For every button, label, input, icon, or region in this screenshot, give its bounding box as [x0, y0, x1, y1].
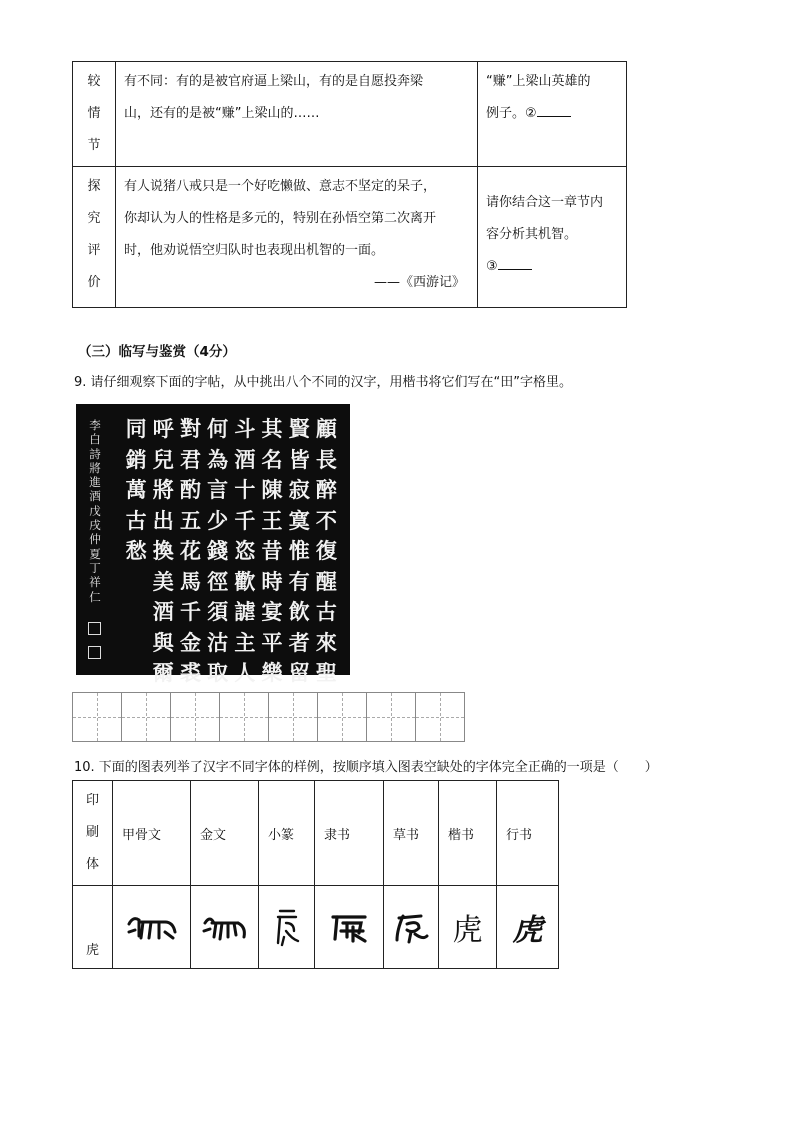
calligraphy-char: 何: [207, 416, 229, 441]
table-header-row: [73, 781, 559, 886]
row-label-char: 评: [87, 243, 101, 258]
calligraphy-char: 名: [261, 446, 283, 472]
running-tiger-glyph-icon: 虎: [512, 913, 543, 948]
calligraphy-char: 長: [315, 446, 337, 472]
column-header: 金文: [191, 781, 259, 886]
calligraphy-char: 裘: [179, 660, 201, 685]
header-label-char: 刷: [85, 825, 99, 840]
calligraphy-char: 同: [125, 416, 147, 441]
calligraphy-char: 醉: [315, 477, 337, 502]
calligraphy-char: 銷: [125, 446, 147, 472]
content-line: 山，还有的是被“赚”上梁山的……: [124, 106, 320, 121]
clerical-tiger-glyph-icon: [315, 886, 383, 968]
calligraphy-char: 酒: [234, 446, 256, 472]
calligraphy-char: 錢: [207, 538, 229, 563]
tian-character-grid: [72, 692, 465, 742]
signature-char: 酒: [89, 489, 101, 504]
signature-char: 詩: [89, 446, 101, 461]
calligraphy-char: 王: [261, 507, 283, 533]
signature-char: 夏: [89, 546, 101, 561]
calligraphy-column: [150, 414, 177, 689]
calligraphy-char: 復: [315, 538, 337, 563]
row-label-char: 究: [87, 211, 101, 226]
calligraphy-column: [258, 414, 285, 689]
row-label-char: 价: [87, 275, 101, 290]
calligraphy-char: 為: [207, 446, 229, 472]
content-line: 时，他劝说悟空归队时也表现出机智的一面。: [124, 243, 385, 258]
calligraphy-char: 人: [234, 660, 256, 685]
question-9-prompt: 9. 请仔细观察下面的字帖，从中挑出八个不同的汉字，用楷书将它们写在“田”字格里。: [74, 375, 573, 390]
cursive-script-sample: [384, 886, 439, 969]
calligraphy-char: 兒: [152, 446, 174, 472]
table-row: [73, 62, 627, 167]
seal-stamp-icon: [88, 646, 101, 659]
header-label-char: 印: [85, 793, 99, 808]
calligraphy-char: 者: [288, 629, 310, 655]
calligraphy-char: 聖: [315, 660, 337, 685]
calligraphy-char: 不: [315, 507, 337, 533]
header-label-cell: [73, 781, 113, 886]
task-line: 请你结合这一章节内: [486, 195, 604, 210]
font-style-table: [72, 780, 559, 969]
signature-char: 仲: [89, 532, 101, 547]
calligraphy-char: 斗: [234, 416, 256, 441]
signature-char: 祥: [89, 575, 101, 590]
calligraphy-char: 寞: [288, 507, 310, 533]
answer-blank[interactable]: [498, 257, 532, 270]
calligraphy-char: 其: [261, 416, 283, 441]
column-header: 楷书: [439, 781, 497, 886]
calligraphy-char: 留: [288, 660, 310, 685]
column-header: 小篆: [259, 781, 315, 886]
tian-grid-box[interactable]: [171, 693, 220, 741]
signature-char: 戌: [89, 518, 101, 533]
column-header: 隶书: [315, 781, 384, 886]
bronze-tiger-glyph-icon: [191, 886, 258, 968]
calligraphy-char: 沽: [207, 629, 229, 655]
column-header: 甲骨文: [113, 781, 191, 886]
calligraphy-char: 君: [179, 446, 201, 472]
calligraphy-char: 時: [261, 568, 283, 594]
calligraphy-column: [177, 414, 204, 689]
tian-grid-box[interactable]: [416, 693, 464, 741]
calligraphy-char: 陳: [261, 477, 283, 502]
calligraphy-char: 寂: [288, 477, 310, 502]
calligraphy-char: 花: [179, 538, 201, 563]
calligraphy-char: 平: [261, 629, 283, 655]
calligraphy-char: 愁: [125, 538, 147, 563]
column-header: 行书: [497, 781, 559, 886]
calligraphy-signature: [86, 418, 104, 604]
signature-char: 將: [89, 460, 101, 475]
calligraphy-char: 醒: [315, 568, 337, 594]
task-line: 容分析其机智。: [486, 227, 578, 242]
calligraphy-char: 五: [179, 507, 201, 533]
question-10-prompt: 10. 下面的图表列举了汉字不同字体的样例，按顺序填入图表空缺处的字体完全正确的一项是（ ）: [74, 760, 658, 775]
column-header: 草书: [384, 781, 439, 886]
row-label-cell: [73, 62, 116, 167]
regular-script-sample: [439, 886, 497, 969]
calligraphy-char: 顧: [315, 416, 337, 441]
calligraphy-char: 換: [152, 538, 174, 563]
signature-char: 戊: [89, 503, 101, 518]
calligraphy-column: [231, 414, 258, 689]
calligraphy-copybook: [76, 404, 350, 685]
content-cell: [116, 62, 478, 167]
content-line: 你却认为人的性格是多元的，特别在孙悟空第二次离开: [124, 211, 437, 226]
calligraphy-char: 主: [234, 629, 256, 655]
regular-tiger-glyph-icon: 虎: [452, 913, 483, 948]
row-label-char: 较: [87, 74, 101, 89]
signature-char: 白: [89, 432, 101, 447]
source-citation: ——《西游记》: [373, 275, 465, 290]
calligraphy-char: 十: [234, 477, 256, 502]
comparison-table: [72, 61, 627, 308]
task-line: “赚”上梁山英雄的: [486, 74, 591, 89]
calligraphy-char: 昔: [261, 538, 283, 563]
calligraphy-char: 馬: [179, 568, 201, 594]
tian-grid-box[interactable]: [269, 693, 318, 741]
small-seal-sample: [259, 886, 315, 969]
table-row: [73, 167, 627, 308]
answer-blank[interactable]: [537, 104, 571, 117]
calligraphy-char: 萬: [125, 477, 147, 502]
calligraphy-char: 徑: [207, 568, 229, 594]
calligraphy-char: 取: [207, 660, 229, 685]
calligraphy-column: [313, 414, 340, 689]
calligraphy-char: 皆: [288, 446, 310, 472]
header-label-char: 体: [85, 857, 99, 872]
signature-char: 丁: [89, 560, 101, 575]
calligraphy-char: 爾: [152, 660, 174, 685]
calligraphy-char: 出: [152, 507, 174, 533]
signature-char: 李: [89, 418, 101, 432]
clerical-script-sample: [315, 886, 384, 969]
calligraphy-char: 對: [179, 416, 201, 441]
oracle-tiger-glyph-icon: [113, 886, 190, 968]
row-label-cell: [73, 167, 116, 308]
row-label-char: 情: [87, 106, 101, 121]
row-label: 虎: [73, 886, 113, 969]
row-label-char: 探: [87, 179, 101, 194]
calligraphy-char: 須: [207, 599, 229, 624]
calligraphy-char: 少: [207, 507, 229, 533]
calligraphy-char: 千: [234, 507, 256, 533]
section-heading: （三）临写与鉴赏（4分）: [78, 344, 236, 360]
table-row: [73, 886, 559, 969]
calligraphy-column: [286, 414, 313, 689]
cursive-tiger-glyph-icon: [384, 886, 438, 968]
running-script-sample: [497, 886, 559, 969]
calligraphy-char: 恣: [234, 538, 256, 563]
tian-grid-box[interactable]: [367, 693, 416, 741]
content-cell: [116, 167, 478, 308]
calligraphy-char: 賢: [288, 416, 310, 441]
tian-grid-box[interactable]: [318, 693, 367, 741]
calligraphy-char: 言: [207, 477, 229, 502]
row-label-char: 节: [87, 138, 101, 153]
calligraphy-char: 呼: [152, 416, 174, 441]
calligraphy-column: [123, 414, 150, 689]
seal-tiger-glyph-icon: [259, 886, 314, 968]
signature-char: 進: [89, 475, 101, 490]
calligraphy-char: 美: [152, 568, 174, 594]
calligraphy-char: 謔: [234, 599, 256, 624]
task-line: ③: [486, 259, 498, 274]
calligraphy-char: 酒: [152, 599, 174, 624]
calligraphy-char: 古: [315, 599, 337, 624]
signature-char: 仁: [89, 589, 101, 604]
calligraphy-char: 惟: [288, 538, 310, 563]
calligraphy-char: 有: [288, 568, 310, 594]
calligraphy-char: 千: [179, 599, 201, 624]
calligraphy-char: 歡: [234, 568, 256, 594]
calligraphy-char: 來: [315, 629, 337, 655]
calligraphy-char: 古: [125, 507, 147, 533]
oracle-bone-sample: [113, 886, 191, 969]
task-cell: [478, 167, 627, 308]
content-line: 有不同：有的是被官府逼上梁山，有的是自愿投奔梁: [124, 74, 424, 89]
calligraphy-column: [204, 414, 231, 689]
calligraphy-columns: [123, 414, 341, 689]
calligraphy-char: 宴: [261, 599, 283, 624]
calligraphy-char: 金: [179, 629, 201, 655]
calligraphy-char: 將: [152, 477, 174, 502]
task-line: 例子。②: [486, 106, 537, 121]
calligraphy-char: 樂: [261, 660, 283, 685]
calligraphy-char: 與: [152, 629, 174, 655]
bronze-inscription-sample: [191, 886, 259, 969]
calligraphy-char: 飲: [288, 599, 310, 624]
content-line: 有人说猪八戒只是一个好吃懒做、意志不坚定的呆子，: [124, 179, 437, 194]
tian-grid-box[interactable]: [73, 693, 122, 741]
calligraphy-char: 酌: [179, 477, 201, 502]
tian-grid-box[interactable]: [122, 693, 171, 741]
tian-grid-box[interactable]: [220, 693, 269, 741]
task-cell: [478, 62, 627, 167]
seal-stamp-icon: [88, 622, 101, 635]
